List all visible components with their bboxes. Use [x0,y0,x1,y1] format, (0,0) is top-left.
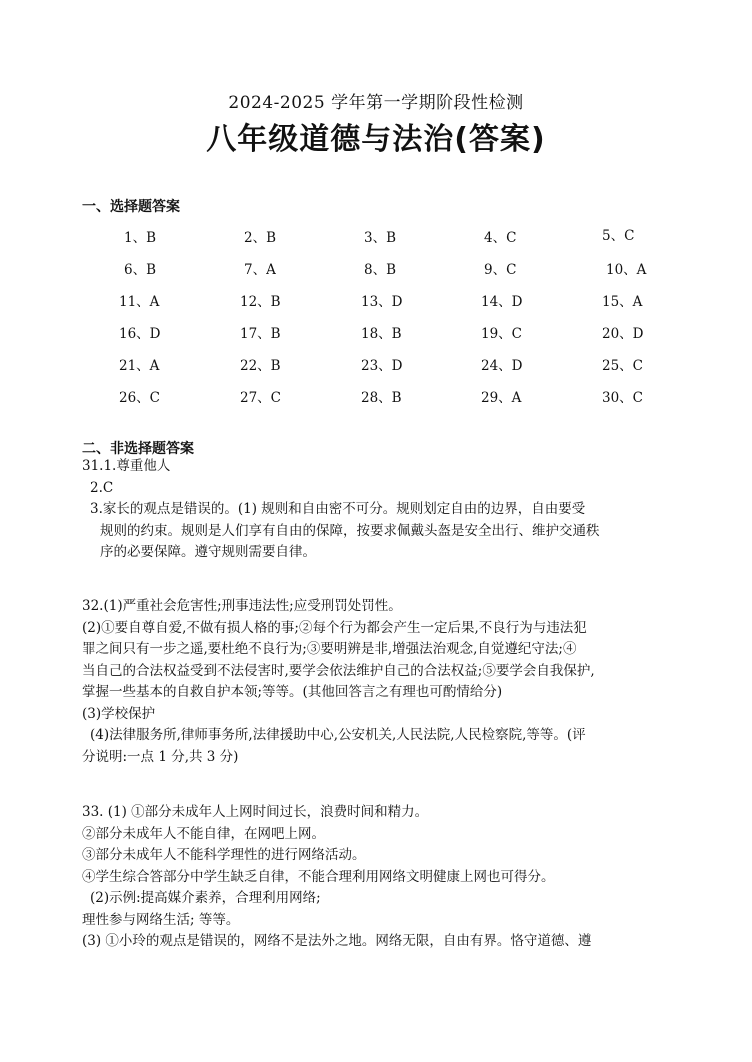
answer-line: (2)示例:提高媒介素养，合理利用网络; [90,890,321,906]
choice-answer: 17、B [240,326,281,342]
choice-answer: 10、A [606,262,647,278]
choice-answer: 3、B [364,230,397,246]
answer-line: 31.1.尊重他人 [82,458,171,474]
answer-line: 33. (1) ①部分未成年人上网时间过长，浪费时间和精力。 [82,804,429,820]
choice-answer: 18、B [361,326,402,342]
section-heading-non-choice: 二、非选择题答案 [82,441,194,457]
choice-answer: 13、D [361,294,403,310]
choice-answer: 5、C [602,228,635,244]
choice-answer: 6、B [124,262,157,278]
answer-line: 2.C [90,479,114,496]
choice-answer: 11、A [119,294,160,310]
answer-line: (2)①要自尊自爱,不做有损人格的事;②每个行为都会产生一定后果,不良行为与违法犯 [82,619,587,636]
choice-answer: 28、B [361,390,402,406]
choice-answer: 26、C [119,390,161,406]
choice-answer: 23、D [361,358,403,374]
answer-line: 规则的约束。规则是人们享有自由的保障，按要求佩戴头盔是安全出行、维护交通秩 [100,522,600,539]
choice-answer: 8、B [364,262,397,278]
answer-line: 序的必要保障。遵守规则需要自律。 [100,544,316,560]
question-33-answer [82,802,672,953]
choice-answer: 15、A [602,294,643,310]
answer-line: ②部分未成年人不能自律，在网吧上网。 [82,825,325,842]
answer-line: 32.(1)严重社会危害性;刑事违法性;应受刑罚处罚性。 [82,598,402,614]
answer-line: 掌握一些基本的自救自护本领;等等。(其他回答言之有理也可酌情给分) [82,684,503,700]
choice-answer: 16、D [119,326,161,342]
choice-answer: 29、A [481,390,522,406]
choice-answer: 12、B [240,294,281,310]
choice-answer: 24、D [481,358,523,374]
choice-answer: 22、B [240,358,281,374]
exam-subtitle: 2024-2025 学年第一学期阶段性检测 [228,93,524,113]
answer-line: 理性参与网络生活; 等等。 [82,911,240,928]
choice-answer: 9、C [484,262,517,278]
choice-answer: 4、C [484,230,517,246]
answer-line: (3)学校保护 [82,705,156,722]
choice-answer: 20、D [602,326,644,342]
answer-line: ③部分未成年人不能科学理性的进行网络活动。 [82,847,366,863]
choice-answer: 7、A [244,262,276,278]
exam-title: 八年级道德与法治(答案) [206,122,546,157]
answer-line: (3) ①小玲的观点是错误的，网络不是法外之地。网络无限，自由有界。恪守道德、遵 [82,933,592,949]
answer-line: ④学生综合答部分中学生缺乏自律，不能合理利用网络文明健康上网也可得分。 [82,868,555,885]
question-32-answer [82,596,672,768]
choice-answer: 27、C [240,390,282,406]
question-31-answer [82,456,672,564]
answer-line: 罪之间只有一步之遥,要杜绝不良行为;③要明辨是非,增强法治观念,自觉遵纪守法;④ [82,641,577,657]
choice-answer: 25、C [602,358,644,374]
answer-line: 分说明:一点 1 分,共 3 分) [82,748,239,765]
choice-answer: 2、B [244,230,277,246]
choice-answer: 14、D [481,294,523,310]
choice-answer: 19、C [481,326,523,342]
choice-answer: 30、C [602,390,644,406]
section-heading-choice: 一、选择题答案 [82,199,180,215]
answer-line: 当自己的合法权益受到不法侵害时,要学会依法维护自己的合法权益;⑤要学会自我保护, [82,662,595,679]
choice-answer: 1、B [124,230,157,246]
answer-line: (4)法律服务所,律师事务所,法律援助中心,公安机关,人民法院,人民检察院,等等。(评 [90,727,586,743]
choice-answer: 21、A [119,358,160,374]
answer-line: 3.家长的观点是错误的。(1) 规则和自由密不可分。规则划定自由的边界，自由要受 [90,501,586,517]
